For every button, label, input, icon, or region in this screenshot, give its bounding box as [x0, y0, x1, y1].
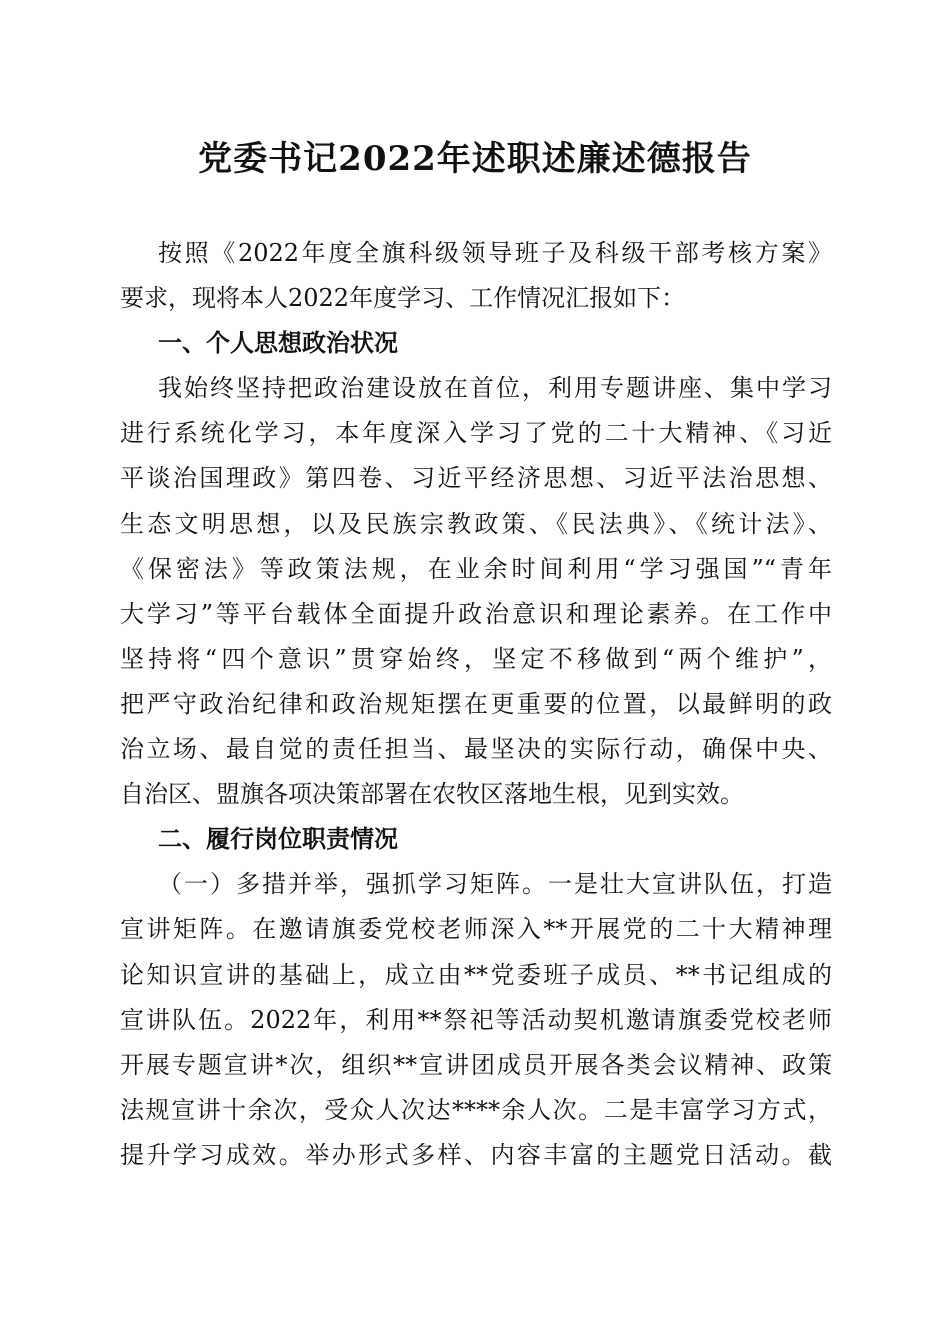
paragraph-line: 大学习”等平台载体全面提升政治意识和理论素养。在工作中 [120, 599, 832, 628]
paragraph-line: 进行系统化学习，本年度深入学习了党的二十大精神、《习近 [120, 419, 832, 448]
paragraph-line: 宣讲队伍。2022年，利用**祭祀等活动契机邀请旗委党校老师 [120, 1005, 832, 1034]
paragraph-line: 按照《2022年度全旗科级领导班子及科级干部考核方案》 [158, 239, 832, 267]
paragraph-line: 自治区、盟旗各项决策部署在农牧区落地生根，见到实效。 [120, 780, 744, 809]
paragraph-line: 提升学习成效。举办形式多样、内容丰富的主题党日活动。截 [120, 1140, 832, 1169]
paragraph-line: 论知识宣讲的基础上，成立由**党委班子成员、**书记组成的 [120, 960, 832, 989]
paragraph-line: 生态文明思想，以及民族宗教政策、《民法典》、《统计法》、 [120, 509, 832, 538]
paragraph-line: 平谈治国理政》第四卷、习近平经济思想、习近平法治思想、 [120, 464, 832, 493]
section-heading: 一、个人思想政治状况 [158, 329, 398, 358]
paragraph-line: 要求，现将本人2022年度学习、工作情况汇报如下： [120, 284, 686, 313]
paragraph-line: 宣讲矩阵。在邀请旗委党校老师深入**开展党的二十大精神理 [120, 915, 832, 944]
section-heading: 二、履行岗位职责情况 [158, 825, 398, 854]
document-body [120, 231, 832, 1178]
paragraph-line: 把严守政治纪律和政治规矩摆在更重要的位置，以最鲜明的政 [120, 689, 832, 718]
paragraph-line: 法规宣讲十余次，受众人次达****余人次。二是丰富学习方式， [120, 1095, 832, 1124]
paragraph-line: （一）多措并举，强抓学习矩阵。一是壮大宣讲队伍，打造 [158, 870, 832, 899]
document-title: 党委书记2022年述职述廉述德报告 [198, 139, 752, 179]
paragraph-line: 《保密法》等政策法规，在业余时间利用“学习强国”“青年 [120, 554, 832, 583]
paragraph-line: 治立场、最自觉的责任担当、最坚决的实际行动，确保中央、 [120, 735, 832, 764]
paragraph-line: 我始终坚持把政治建设放在首位，利用专题讲座、集中学习 [158, 374, 832, 403]
paragraph-line: 开展专题宣讲*次，组织**宣讲团成员开展各类会议精神、政策 [120, 1050, 832, 1079]
paragraph-line: 坚持将“四个意识”贯穿始终，坚定不移做到“两个维护”， [120, 644, 832, 673]
